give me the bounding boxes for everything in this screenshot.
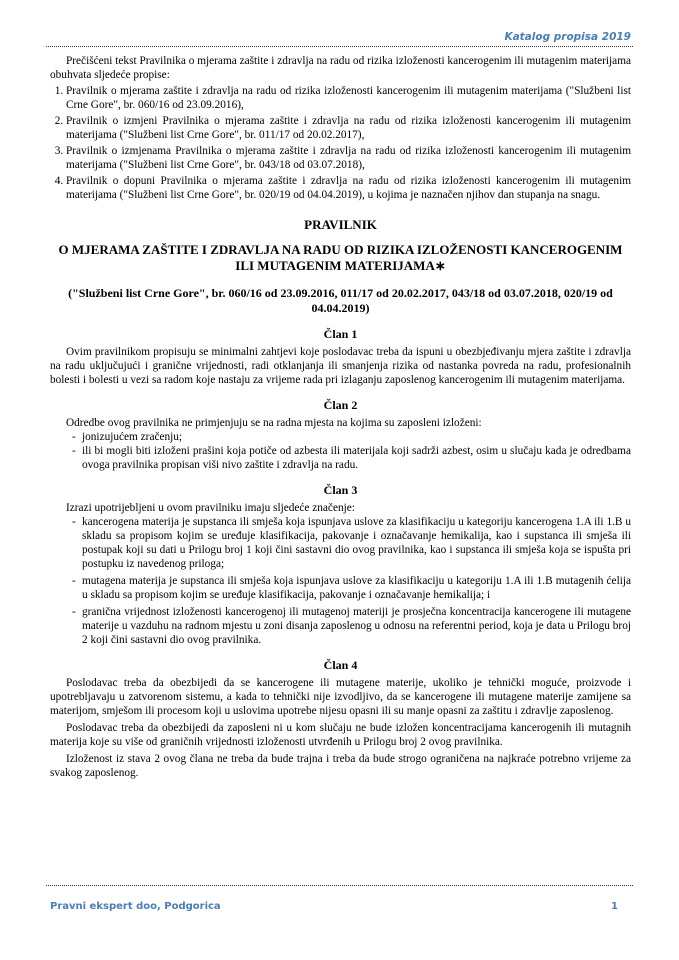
intro-item: 3. Pravilnik o izmjenama Pravilnika o mjerama zaštite i zdravlja na radu od rizika izloženosti kancerogenim ili mutagenim materijama ("Službeni list Crne Gore", br. 043/18 od 03.07.2018), xyxy=(66,144,631,172)
list-item: - granična vrijednost izloženosti kancerogenoj ili mutagenoj materiji je prosječna koncentracija kancerogene ili mutagene materije u vazduhu na radnom mjestu u zoni disanja zaposlenog u odnosu na referentni period, koja je data u Prilogu broj 2 koji čini sastavni dio ovog pravilnika. xyxy=(72,606,631,646)
document-title: PRAVILNIK xyxy=(304,217,377,232)
article-4-paragraph: Poslodavac treba da obezbijedi da se kancerogene ili mutagene materije, ukoliko je tehnički moguće, proizvode i upotrebljavaju u zatvorenom sistemu, a kada to tehnički nije izvodljivo, da se kancerogene ili mutagene materije zamijene sa materijom, smješom ili procesom koji u uslovima upotrebe nijesu opasni ili su manje opasni za zaštitu i zdravlje zaposlenog. xyxy=(50,677,631,717)
intro-item: 1. Pravilnik o mjerama zaštite i zdravlja na radu od rizika izloženosti kancerogenim ili mutagenim materijama ("Službeni list Crne Gore", br. 060/16 od 23.09.2016), xyxy=(66,84,631,112)
article-1-text: Ovim pravilnikom propisuju se minimalni zahtjevi koje poslodavac treba da ispuni u obezbjeđivanju mjera zaštite i zdravlja na radu uključujući i granične vrijednosti, radi otklanjanja ili smanjenja rizika od nastanka povreda na radu, profesionalnih bolesti i bolesti u vezi sa radom koje nastaju za vrijeme rada pri izlaganju zaposlenog kancerogenim ili mutagenim materijama. xyxy=(50,346,631,386)
footer-divider xyxy=(46,885,633,886)
document-subtitle: O MJERAMA ZAŠTITE I ZDRAVLJA NA RADU OD RIZIKA IZLOŽENOSTI KANCEROGENIM ILI MUTAGENIM MATERIJAMA∗ xyxy=(58,242,623,273)
article-2-heading: Član 2 xyxy=(323,398,358,412)
article-4-heading: Član 4 xyxy=(323,658,358,672)
list-item: - jonizujućem zračenju; xyxy=(72,431,183,443)
article-2-list xyxy=(50,430,631,472)
article-3-text: Izrazi upotrijebljeni u ovom pravilniku imaju sljedeće značenje: xyxy=(66,502,355,514)
list-item: - mutagena materija je supstanca ili smješa koja ispunjava uslove za klasifikaciju u kategoriju 1.A ili 1.B mutagenih ćelija u skladu sa propisom kojim se uređuje klasifikacija, pakovanje i označavanje hemikalija; i xyxy=(72,575,631,601)
gazette-reference: ("Službeni list Crne Gore", br. 060/16 od 23.09.2016, 011/17 od 20.02.2017, 043/18 od 03.07.2018, 020/19 od 04.04.2019) xyxy=(68,286,613,315)
header-divider xyxy=(46,46,633,47)
intro-item: 4. Pravilnik o dopuni Pravilnika o mjerama zaštite i zdravlja na radu od rizika izloženosti kancerogenim ili mutagenim materijama ("Službeni list Crne Gore", br. 020/19 od 04.04.2019), u kojima je naznačen njihov dan stupanja na snagu. xyxy=(66,174,631,202)
document-body xyxy=(50,54,631,783)
intro-lead: Prečišćeni tekst Pravilnika o mjerama zaštite i zdravlja na radu od rizika izloženosti kancerogenim ili mutagenim materijama obuhvata sljedeće propise: xyxy=(50,55,631,81)
intro-list xyxy=(50,84,631,202)
article-2-text: Odredbe ovog pravilnika ne primjenjuju se na radna mjesta na kojima su zaposleni izloženi: xyxy=(66,417,482,429)
list-item: - kancerogena materija je supstanca ili smješa koja ispunjava uslove za klasifikaciju u kategoriju kancerogena 1.A ili 1.B u skladu sa propisom kojim se uređuje klasifikacija, pakovanje i označavanje hemikalija, kao i supstanca ili smješa ili postupak koji su dati u Prilogu broj 1 koji čini sastavni dio ovog pravilnika, kao i supstanca ili smješa koja se ispušta pri postupku iz navedenog priloga; xyxy=(72,516,631,570)
article-1-heading: Član 1 xyxy=(323,327,358,341)
article-4-paragraph: Poslodavac treba da obezbijedi da zaposleni ni u kom slučaju ne bude izložen koncentracijama kancerogenih ili mutagnih materija koje su više od graničnih vrijednosti izloženosti utvrđenih u Prilogu broj 2 ovog pravilnika. xyxy=(50,722,631,748)
intro-item: 2. Pravilnik o izmjeni Pravilnika o mjerama zaštite i zdravlja na radu od rizika izloženosti kancerogenim ili mutagenim materijama ("Službeni list Crne Gore", br. 011/17 od 20.02.2017), xyxy=(66,114,631,142)
page-number: 1 xyxy=(611,901,618,912)
article-3-list xyxy=(50,515,631,647)
list-item: - ili bi mogli biti izloženi prašini koja potiče od azbesta ili materijala koji sadrži azbest, osim u slučaju kada je odredbama ovoga pravilnika propisan viši nivo zaštite i zdravlja na radu. xyxy=(72,445,631,471)
catalog-title: Katalog propisa 2019 xyxy=(504,31,631,43)
article-3-heading: Član 3 xyxy=(323,483,358,497)
publisher-name: Pravni ekspert doo, Podgorica xyxy=(50,901,221,912)
article-4-paragraph: Izloženost iz stava 2 ovog člana ne treba da bude trajna i treba da bude strogo ograničena na najkraće potrebno vrijeme za svakog zaposlenog. xyxy=(50,753,631,779)
